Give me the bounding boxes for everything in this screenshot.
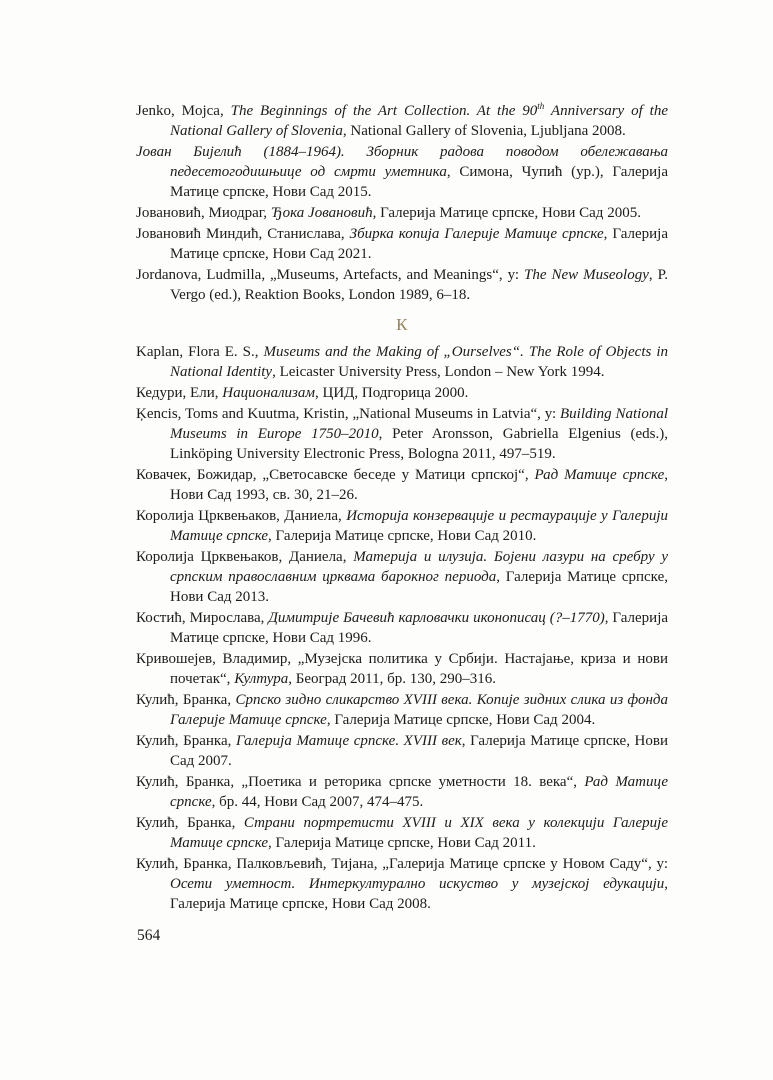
bibliography-list xyxy=(136,101,668,915)
bibliography-entry: Kaplan, Flora E. S., Museums and the Making of „Ourselves“. The Role of Objects in National Identity, Leicaster University Press, London – New York 1994. xyxy=(136,344,668,380)
section-header-letter: К xyxy=(396,315,408,334)
bibliography-entry: Јовановић Миндић, Станислава, Збирка копија Галерије Матице српске, Галерија Матице српске, Нови Сад 2021. xyxy=(136,226,668,262)
bibliography-entry: Ковачек, Божидар, „Светосавске беседе у Матици српској“, Рад Матице српске, Нови Сад 1993, св. 30, 21–26. xyxy=(136,467,668,503)
bibliography-entry: Кулић, Бранка, Страни портретисти XVIII и XIX века у колекцији Галерије Матице српске, Галерија Матице српске, Нови Сад 2011. xyxy=(136,815,668,851)
bibliography-entry: Кривошејев, Владимир, „Музејска политика у Србији. Настајање, криза и нови почетак“, Култура, Београд 2011, бр. 130, 290–316. xyxy=(136,651,668,687)
bibliography-entry: Костић, Мирослава, Димитрије Бачевић карловачки иконописац (?–1770), Галерија Матице српске, Нови Сад 1996. xyxy=(136,610,669,646)
page-number: 564 xyxy=(137,927,161,944)
bibliography-entry: Кедури, Ели, Национализам, ЦИД, Подгорица 2000. xyxy=(136,385,469,401)
bibliography-entry: Королија Црквењаков, Даниела, Материја и илузија. Бојени лазури на сребру у српским православним црквама барокног периода, Галерија Матице српске, Нови Сад 2013. xyxy=(136,549,669,605)
bibliography-entry: Кулић, Бранка, Палковљевић, Тијана, „Галерија Матице српске у Новом Саду“, у: Осети уметност. Интеркултурално искуство у музејској едукацији, Галерија Матице српске, Нови Сад 2008. xyxy=(136,856,668,912)
bibliography-entry: Кулић, Бранка, Галерија Матице српске. XVIII век, Галерија Матице српске, Нови Сад 2007. xyxy=(136,733,668,769)
bibliography-entry: Кулић, Бранка, „Поетика и реторика српске уметности 18. века“, Рад Матице српске, бр. 44, Нови Сад 2007, 474–475. xyxy=(136,774,668,810)
bibliography-entry: Јовановић, Миодраг, Ђока Јовановић, Галерија Матице српске, Нови Сад 2005. xyxy=(136,205,641,221)
bibliography-entry: Ķencis, Toms and Kuutma, Kristin, „National Museums in Latvia“, у: Building National Museums in Europe 1750–2010, Peter Aronsson, Gabriella Elgenius (eds.), Linköping University Electronic Press, Bologna 2011, 497–519. xyxy=(136,406,668,462)
bibliography-entry: Јован Бијелић (1884–1964). Зборник радова поводом обележавања педесетогодишњице од смрти уметника, Симона, Чупић (ур.), Галерија Матице српске, Нови Сад 2015. xyxy=(136,144,668,200)
bibliography-entry: Jenko, Mojca, The Beginnings of the Art Collection. At the 90th Anniversary of the National Gallery of Slovenia, National Gallery of Slovenia, Ljubljana 2008. xyxy=(136,101,668,139)
bibliography-entry: Jordanova, Ludmilla, „Museums, Artefacts, and Meanings“, у: The New Museology, P. Vergo (ed.), Reaktion Books, London 1989, 6–18. xyxy=(136,267,669,303)
bibliography-entry: Кулић, Бранка, Српско зидно сликарство XVIII века. Копије зидних слика из фонда Галерије Матице српске, Галерија Матице српске, Нови Сад 2004. xyxy=(136,692,669,728)
bibliography-entry: Королија Црквењаков, Даниела, Историја конзервације и рестаурације у Галерији Матице српске, Галерија Матице српске, Нови Сад 2010. xyxy=(136,508,668,544)
